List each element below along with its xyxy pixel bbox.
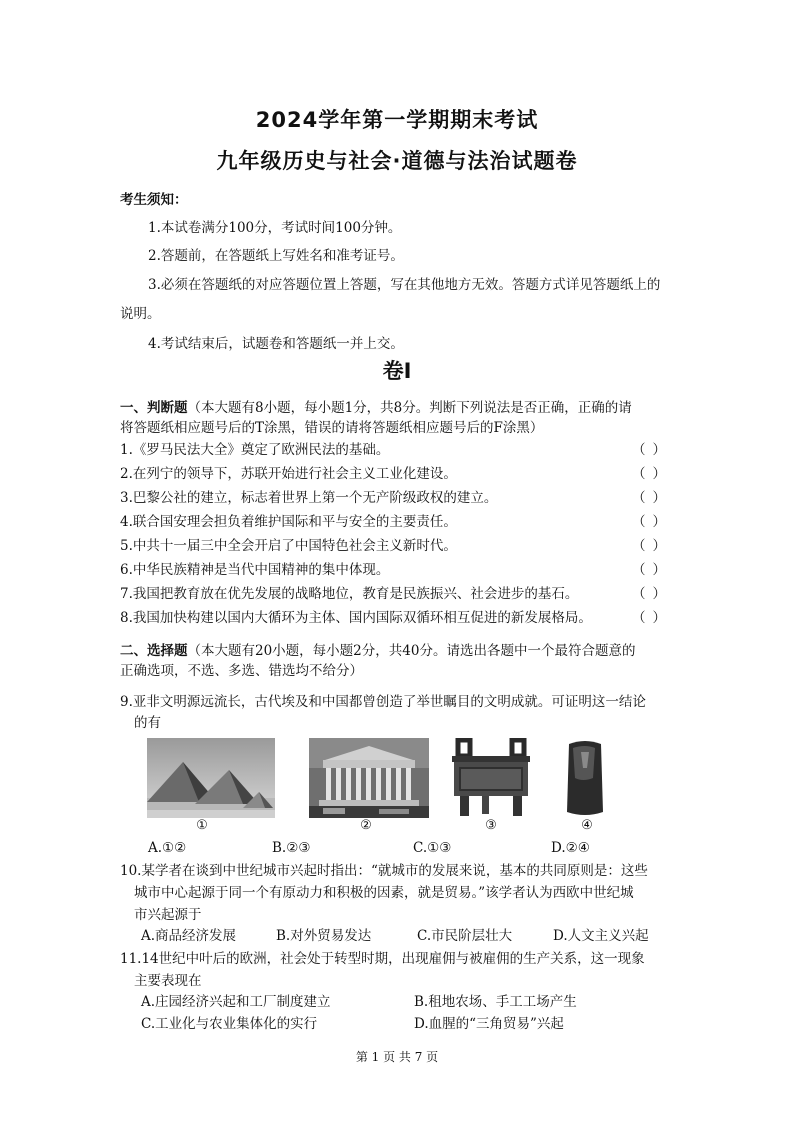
- judge-question-2: 2.在列宁的领导下，苏联开始进行社会主义工业化建设。: [120, 466, 457, 482]
- q9-option-b[interactable]: B.②③: [272, 840, 311, 856]
- q10-option-a[interactable]: A.商品经济发展: [141, 928, 237, 944]
- paren-open: （: [632, 442, 646, 458]
- question-10-line1: 10.某学者在谈到中世纪城市兴起时指出：“就城市的发展来说，基本的共同原则是：这些: [120, 863, 648, 879]
- paren-open: （: [632, 490, 646, 506]
- parthenon-image: [309, 738, 429, 818]
- paren-close: ）: [652, 538, 666, 554]
- answer-paren-7: [632, 584, 666, 604]
- q11-option-c[interactable]: C.工业化与农业集体化的实行: [141, 1016, 318, 1032]
- q10-option-c[interactable]: C.市民阶层壮大: [417, 928, 513, 944]
- section1-heading-label: 一、判断题: [120, 400, 188, 416]
- answer-paren-1: [632, 440, 666, 460]
- volume-title: 卷Ⅰ: [382, 359, 412, 383]
- q10-option-b[interactable]: B.对外贸易发达: [276, 928, 372, 944]
- notice-item-1: 1.本试卷满分100分，考试时间100分钟。: [148, 220, 402, 236]
- exam-subtitle: 九年级历史与社会·道德与法治试题卷: [216, 149, 578, 173]
- answer-paren-8: [632, 608, 666, 628]
- paren-close: ）: [652, 562, 666, 578]
- bronze-ding-image: [444, 738, 538, 818]
- paren-open: （: [632, 514, 646, 530]
- paren-close: ）: [652, 490, 666, 506]
- notice-item-4: 4.考试结束后，试题卷和答题纸一并上交。: [148, 336, 404, 352]
- answer-paren-5: [632, 536, 666, 556]
- paren-open: （: [632, 538, 646, 554]
- q11-option-b[interactable]: B.租地农场、手工工场产生: [414, 994, 577, 1010]
- paren-close: ）: [652, 442, 666, 458]
- paren-open: （: [632, 586, 646, 602]
- section1-heading: [120, 398, 632, 418]
- section2-heading-text: （本大题有20小题，每小题2分，共40分。请选出各题中一个最符合题意的: [187, 643, 636, 659]
- q11-option-a[interactable]: A.庄园经济兴起和工厂制度建立: [141, 994, 331, 1010]
- question-11-line1: 11.14世纪中叶后的欧洲，社会处于转型时期，出现雇佣与被雇佣的生产关系，这一现象: [120, 951, 645, 967]
- exam-title: 2024学年第一学期期末考试: [255, 108, 539, 132]
- judge-question-8: 8.我国加快构建以国内大循环为主体、国内国际双循环相互促进的新发展格局。: [120, 610, 592, 626]
- question-10-line3: 市兴起源于: [134, 907, 202, 923]
- pyramids-illustration: [147, 738, 275, 818]
- question-10-line2: 城市中心起源于同一个有原动力和积极的因素，就是贸易。”该学者认为西欧中世纪城: [134, 885, 634, 901]
- notice-heading: 考生须知：: [120, 192, 188, 208]
- jade-artifact-illustration: [563, 738, 607, 818]
- paren-open: （: [632, 466, 646, 482]
- judge-question-5: 5.中共十一届三中全会开启了中国特色社会主义新时代。: [120, 538, 457, 554]
- image-caption-1: ①: [196, 818, 208, 833]
- parthenon-illustration: [309, 738, 429, 818]
- question-9-line2: 的有: [134, 715, 161, 731]
- section2-heading-label: 二、选择题: [120, 643, 188, 659]
- paren-open: （: [632, 562, 646, 578]
- judge-question-3: 3.巴黎公社的建立，标志着世界上第一个无产阶级政权的建立。: [120, 490, 498, 506]
- image-caption-3: ③: [485, 818, 497, 833]
- image-caption-2: ②: [360, 818, 372, 833]
- q9-option-c[interactable]: C.①③: [413, 840, 452, 856]
- judge-question-6: 6.中华民族精神是当代中国精神的集中体现。: [120, 562, 390, 578]
- notice-item-2: 2.答题前，在答题纸上写姓名和准考证号。: [148, 248, 404, 264]
- paren-open: （: [632, 610, 646, 626]
- notice-item-3: 3.必须在答题纸的对应答题位置上答题，写在其他地方无效。答题方式详见答题纸上的: [148, 277, 661, 293]
- notice-item-3-cont: 说明。: [120, 306, 161, 322]
- q10-option-d[interactable]: D.人文主义兴起: [553, 928, 649, 944]
- section1-heading-line2: 将答题纸相应题号后的T涂黑，错误的请将答题纸相应题号后的F涂黑）: [120, 420, 544, 436]
- q9-option-d[interactable]: D.②④: [551, 840, 590, 856]
- judge-question-7: 7.我国把教育放在优先发展的战略地位，教育是民族振兴、社会进步的基石。: [120, 586, 579, 602]
- q11-option-d[interactable]: D.血腥的“三角贸易”兴起: [414, 1016, 564, 1032]
- answer-paren-4: [632, 512, 666, 532]
- q9-option-a[interactable]: A.①②: [148, 840, 187, 856]
- judge-question-4: 4.联合国安理会担负着维护国际和平与安全的主要责任。: [120, 514, 457, 530]
- page-footer: 第 1 页 共 7 页: [355, 1050, 439, 1064]
- image-caption-4: ④: [581, 818, 593, 833]
- answer-paren-6: [632, 560, 666, 580]
- judge-question-1: 1.《罗马民法大全》奠定了欧洲民法的基础。: [120, 442, 390, 458]
- section2-heading-line2: 正确选项，不选、多选、错选均不给分）: [120, 663, 363, 679]
- pyramids-image: [147, 738, 275, 818]
- jade-artifact-image: [563, 738, 607, 818]
- section2-heading: [120, 641, 635, 661]
- section1-heading-text: （本大题有8小题，每小题1分，共8分。判断下列说法是否正确，正确的请: [187, 400, 632, 416]
- question-11-line2: 主要表现在: [134, 973, 202, 989]
- paren-close: ）: [652, 466, 666, 482]
- paren-close: ）: [652, 610, 666, 626]
- paren-close: ）: [652, 514, 666, 530]
- answer-paren-3: [632, 488, 666, 508]
- question-9-line1: 9.亚非文明源远流长，古代埃及和中国都曾创造了举世瞩目的文明成就。可证明这一结论: [120, 694, 646, 710]
- bronze-ding-illustration: [444, 738, 538, 818]
- answer-paren-2: [632, 464, 666, 484]
- paren-close: ）: [652, 586, 666, 602]
